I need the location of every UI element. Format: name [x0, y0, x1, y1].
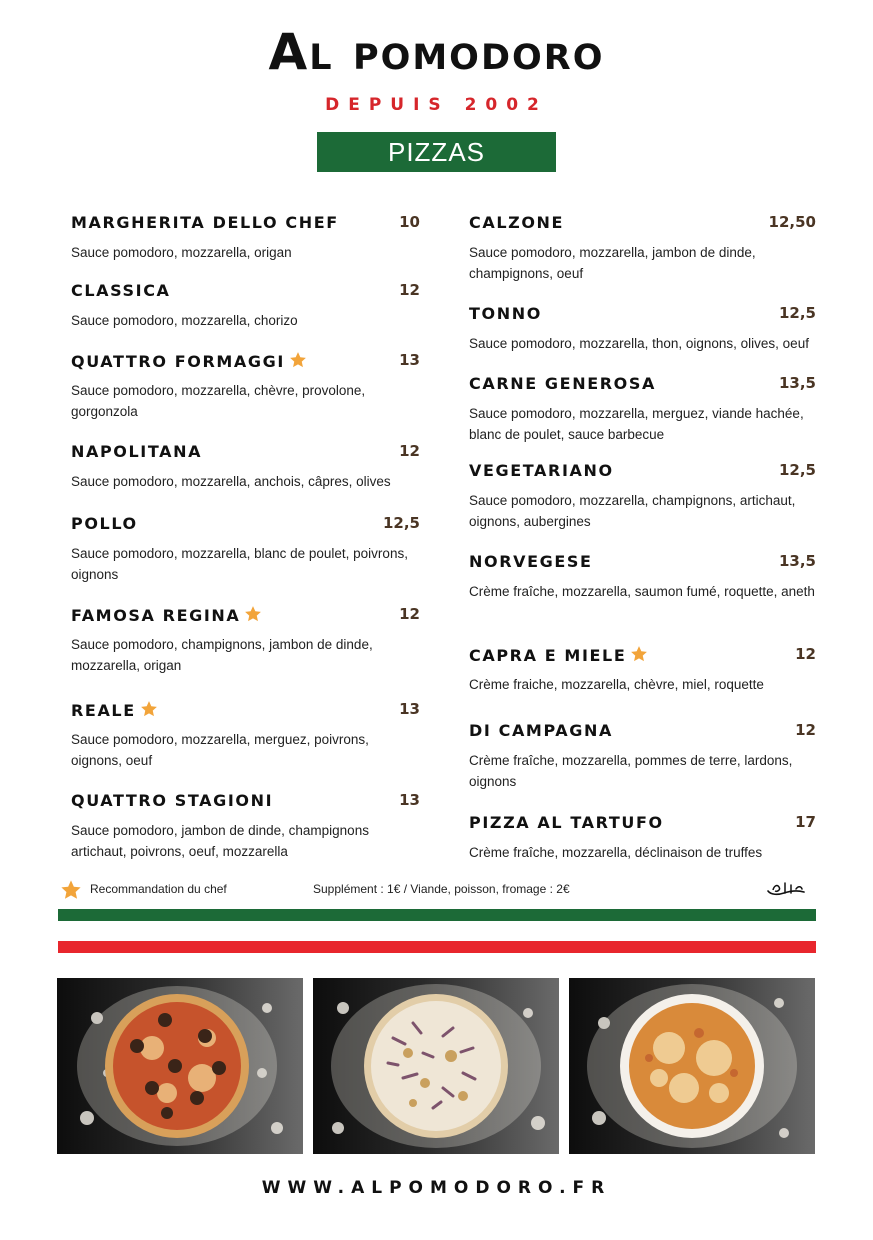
- item-price: 12,5: [382, 514, 420, 532]
- item-description: Sauce pomodoro, jambon de dinde, champignons artichaut, poivrons, oeuf, mozzarella: [71, 823, 369, 859]
- chef-recommendation-star-icon: [140, 700, 158, 718]
- item-name: POLLO: [71, 514, 138, 533]
- item-name: DI CAMPAGNA: [469, 721, 613, 740]
- item-name: CLASSICA: [71, 281, 171, 300]
- item-name: CARNE GENEROSA: [469, 374, 656, 393]
- menu-item: [469, 645, 816, 695]
- item-description: Sauce pomodoro, mozzarella, jambon de dinde, champignons, oeuf: [469, 245, 756, 281]
- menu-item: [469, 461, 816, 533]
- menu-item: [469, 552, 816, 624]
- item-description: Sauce pomodoro, mozzarella, champignons, artichaut, oignons, aubergines: [469, 493, 796, 529]
- item-description: Sauce pomodoro, mozzarella, thon, oignons, olives, oeuf: [469, 336, 809, 351]
- item-price: 17: [795, 813, 816, 831]
- section-title-banner: PIZZAS: [317, 132, 556, 172]
- restaurant-logo: Al pomodoro: [268, 23, 605, 81]
- item-name: NORVEGESE: [469, 552, 593, 571]
- menu-item: [469, 304, 816, 354]
- item-name: NAPOLITANA: [71, 442, 203, 461]
- item-description: Sauce pomodoro, mozzarella, chèvre, provolone, gorgonzola: [71, 383, 366, 419]
- item-price: 10: [399, 213, 420, 231]
- italian-flag-red-stripe: [58, 941, 816, 953]
- menu-item: [71, 442, 420, 492]
- item-description: Crème fraîche, mozzarella, saumon fumé, roquette, aneth: [469, 584, 815, 599]
- item-description: Sauce pomodoro, champignons, jambon de dinde, mozzarella, origan: [71, 637, 373, 673]
- item-name: CAPRA E MIELE: [469, 645, 648, 665]
- halal-icon: [765, 879, 809, 899]
- menu-item: [469, 213, 816, 285]
- item-name: QUATTRO FORMAGGI: [71, 351, 307, 371]
- item-price: 12,5: [778, 304, 816, 322]
- chef-recommendation-star-icon: [630, 645, 648, 663]
- chef-recommendation-star-icon: [289, 351, 307, 369]
- item-name: QUATTRO STAGIONI: [71, 791, 274, 810]
- menu-item: [469, 813, 816, 863]
- item-price: 13: [399, 791, 420, 809]
- supplement-info: Supplément : 1€ / Viande, poisson, fromage : 2€: [313, 882, 570, 896]
- item-price: 12: [399, 281, 420, 299]
- chef-recommendation-star-icon: [244, 605, 262, 623]
- founded-tagline: DEPUIS 2002: [325, 95, 548, 115]
- item-price: 12: [399, 442, 420, 460]
- item-description: Sauce pomodoro, mozzarella, origan: [71, 245, 292, 260]
- item-name: FAMOSA REGINA: [71, 605, 262, 625]
- item-price: 12,50: [768, 213, 816, 231]
- item-description: Sauce pomodoro, mozzarella, anchois, câpres, olives: [71, 474, 391, 489]
- item-description: Crème fraiche, mozzarella, chèvre, miel, roquette: [469, 677, 764, 692]
- star-icon: [60, 879, 82, 901]
- item-price: 12: [795, 645, 816, 663]
- item-description: Sauce pomodoro, mozzarella, merguez, poivrons, oignons, oeuf: [71, 732, 369, 768]
- legend-label: Recommandation du chef: [90, 882, 227, 896]
- item-description: Sauce pomodoro, mozzarella, merguez, viande hachée, blanc de poulet, sauce barbecue: [469, 406, 804, 442]
- item-name: REALE: [71, 700, 158, 720]
- menu-item: [71, 791, 420, 863]
- item-price: 12,5: [778, 461, 816, 479]
- item-description: Sauce pomodoro, mozzarella, blanc de poulet, poivrons, oignons: [71, 546, 408, 582]
- pizza-photo-1: [57, 978, 303, 1154]
- item-price: 13: [399, 351, 420, 369]
- item-price: 13,5: [778, 374, 816, 392]
- item-price: 13: [399, 700, 420, 718]
- menu-item: [71, 605, 420, 677]
- item-price: 12: [795, 721, 816, 739]
- item-description: Crème fraîche, mozzarella, déclinaison de truffes: [469, 845, 763, 860]
- pizza-photo-2: [313, 978, 559, 1154]
- menu-item: [469, 721, 816, 793]
- website-url: WWW.ALPOMODORO.FR: [261, 1178, 612, 1198]
- item-name: PIZZA AL TARTUFO: [469, 813, 664, 832]
- italian-flag-green-stripe: [58, 909, 816, 921]
- item-description: Crème fraîche, mozzarella, pommes de terre, lardons, oignons: [469, 753, 793, 789]
- item-price: 12: [399, 605, 420, 623]
- item-price: 13,5: [778, 552, 816, 570]
- footer-notes: [0, 879, 873, 901]
- menu-item: [71, 281, 420, 331]
- item-description: Sauce pomodoro, mozzarella, chorizo: [71, 313, 298, 328]
- item-name: VEGETARIANO: [469, 461, 614, 480]
- item-name: MARGHERITA DELLO CHEF: [71, 213, 339, 232]
- menu-item: [71, 700, 420, 772]
- menu-item: [71, 213, 420, 263]
- item-name: TONNO: [469, 304, 542, 323]
- menu-item: [71, 514, 420, 586]
- item-name: CALZONE: [469, 213, 565, 232]
- menu-item: [469, 374, 816, 446]
- menu-item: [71, 351, 420, 423]
- pizza-photo-3: [569, 978, 815, 1154]
